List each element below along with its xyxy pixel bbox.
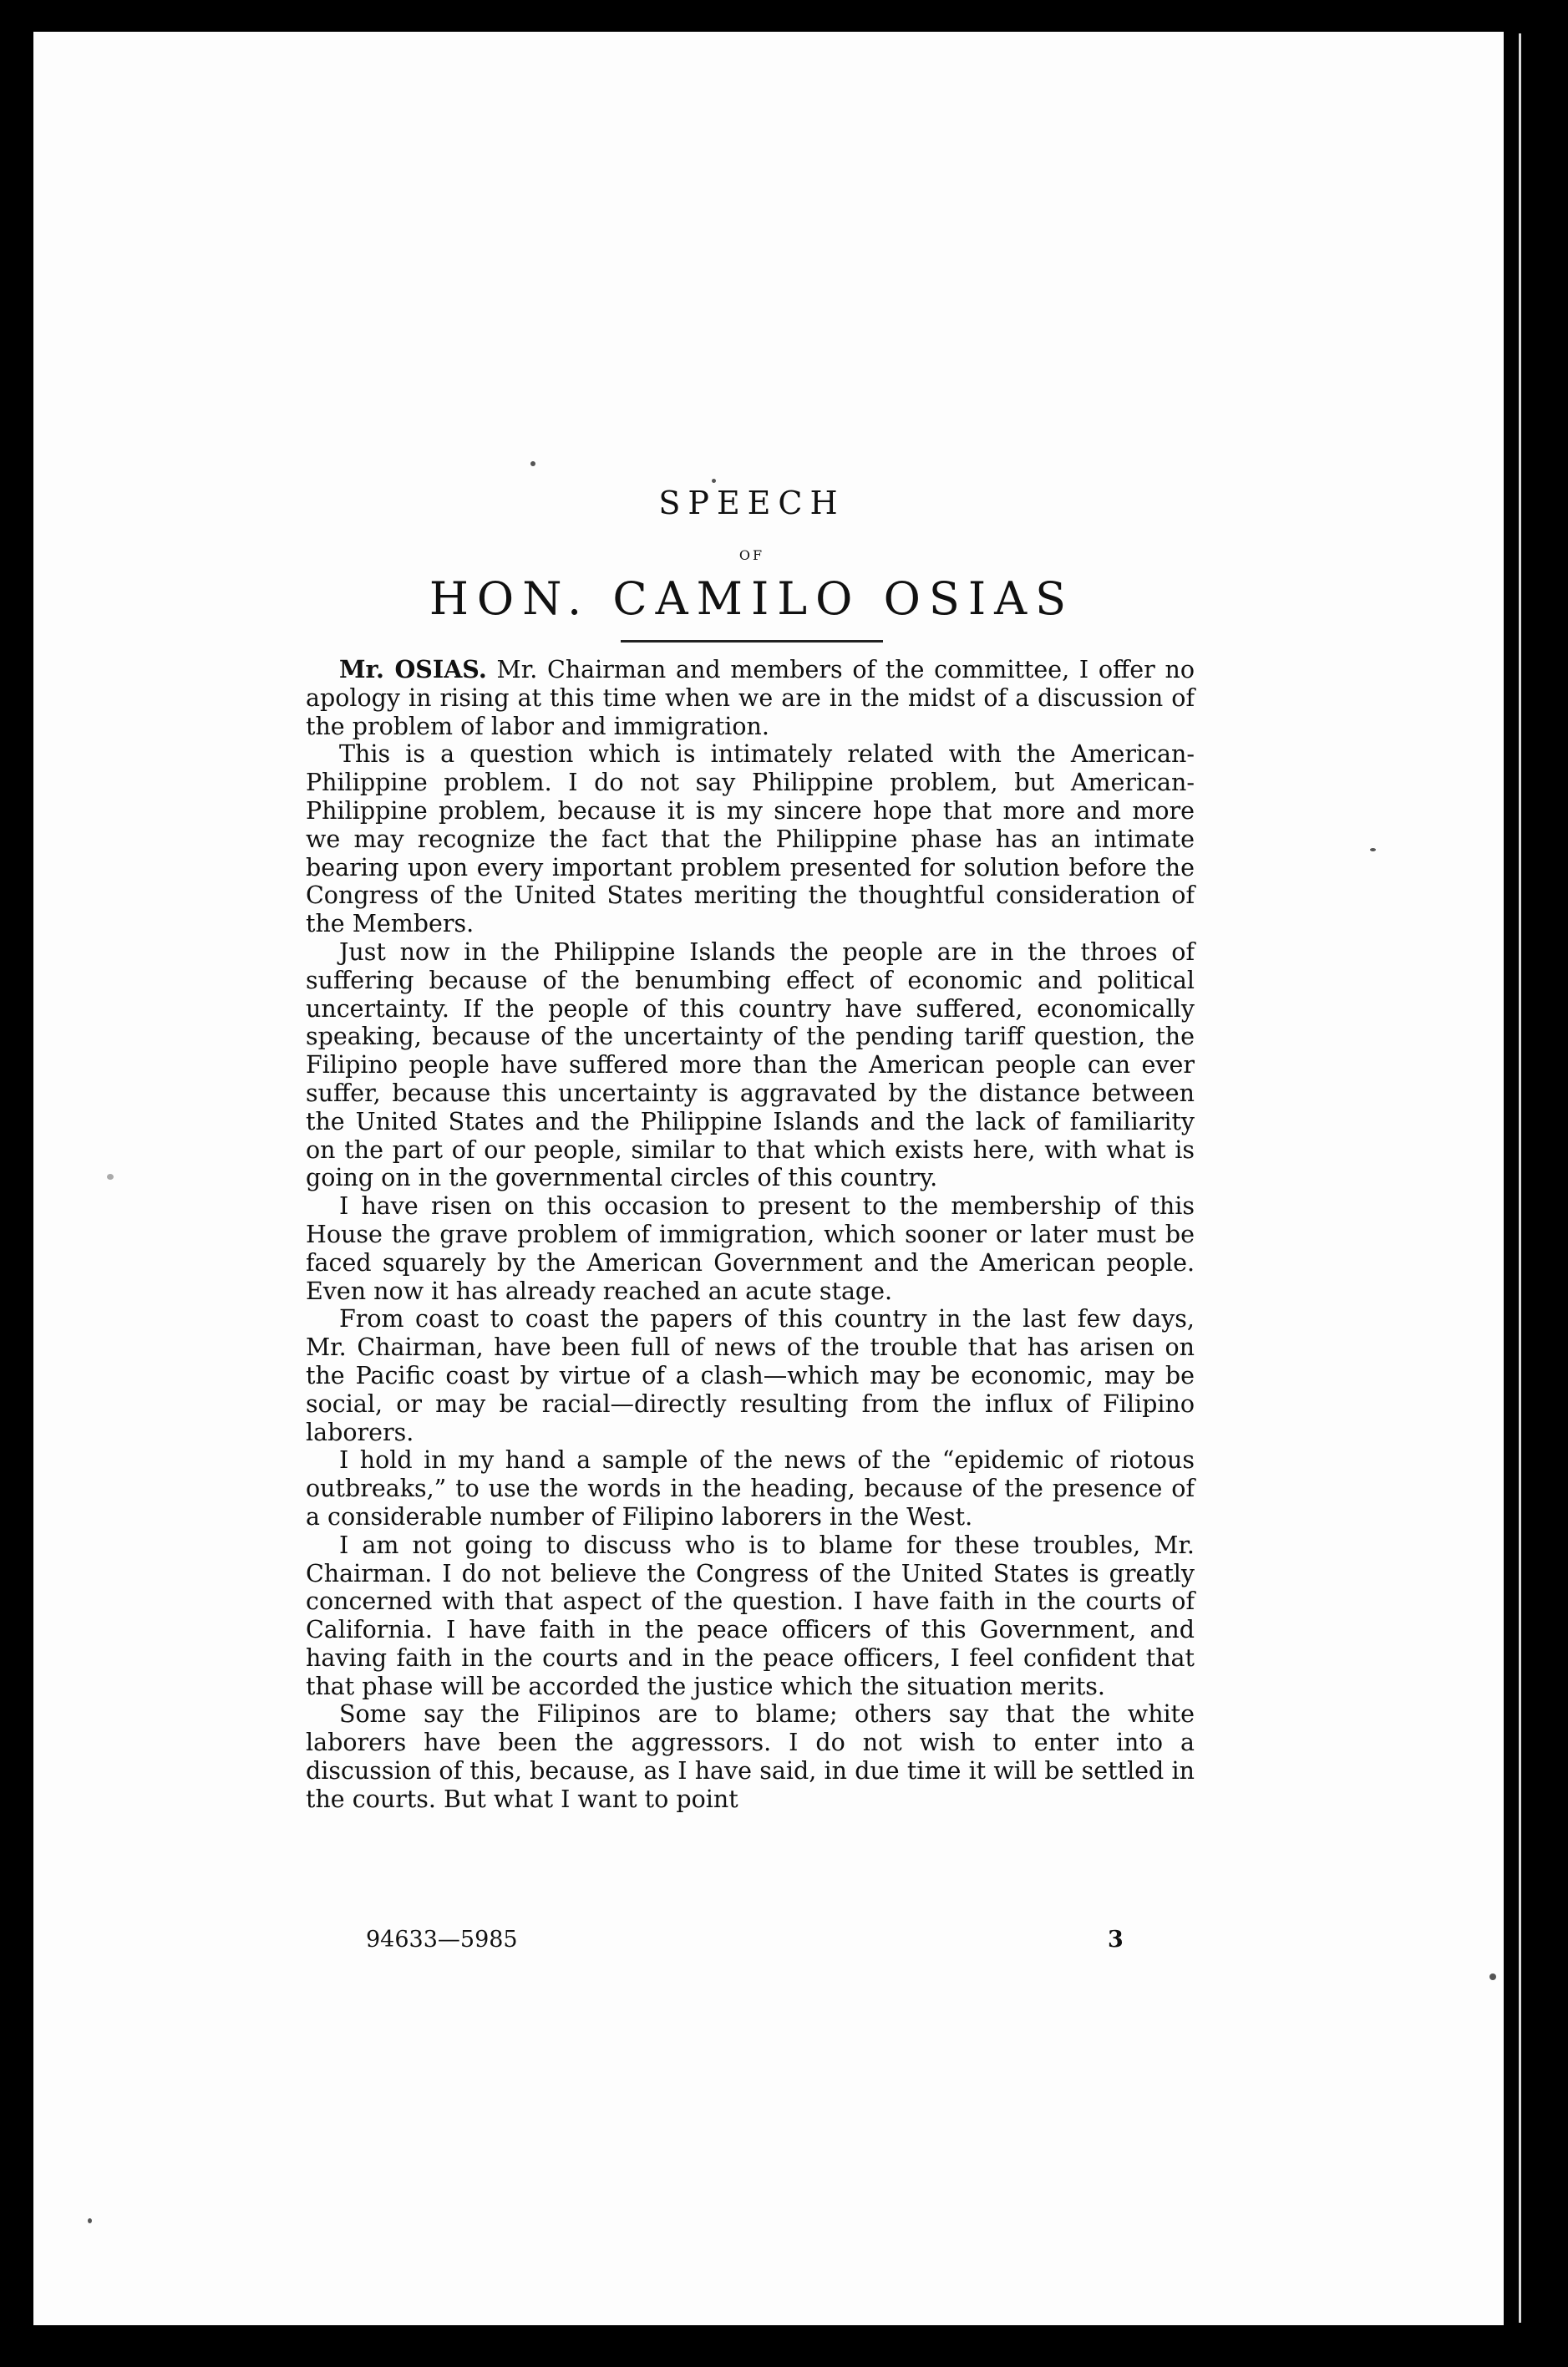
paragraph: I am not going to discuss who is to blame for these troubles, Mr. Chairman. I do not believe the Congress of the United States is greatly concerned with that aspect of the question. I have faith in the courts of California. I have faith in the peace officers of this Government, and having faith in the courts and in the peace officers, I feel confident that that phase will be accorded the justice which the situation merits. xyxy=(306,1531,1195,1700)
title-underline xyxy=(621,640,883,643)
speaker-label: Mr. OSIAS. xyxy=(339,655,487,683)
ink-speck xyxy=(107,1174,114,1180)
ink-speck xyxy=(1370,848,1376,851)
speech-title-of: OF xyxy=(738,547,765,563)
speech-body xyxy=(306,656,1195,1814)
speaker-name-title: HON. CAMILO OSIAS xyxy=(429,572,1075,625)
page-number: 3 xyxy=(1108,1927,1124,1953)
paragraph-text: Mr. Chairman and members of the committee, I offer no apology in rising at this time when we are in the midst of a discussion of the problem of labor and immigration. xyxy=(306,656,1195,740)
paragraph: Just now in the Philippine Islands the people are in the throes of suffering because of the benumbing effect of economic and political uncertainty. If the people of this country have suffered, economically speaking, because of the uncertainty of the pending tariff question, the Filipino people have suffered more than the American people can ever suffer, because this uncertainty is aggravated by the distance between the United States and the Philippine Islands and the lack of familiarity on the part of our people, similar to that which exists here, with what is going on in the governmental circles of this country. xyxy=(306,937,1195,1192)
page-edge-line xyxy=(1519,33,1521,2323)
paragraph xyxy=(306,656,1195,740)
ink-speck xyxy=(712,479,716,483)
ink-speck xyxy=(1489,1973,1496,1980)
paragraph: From coast to coast the papers of this country in the last few days, Mr. Chairman, have been full of news of the trouble that has arisen on the Pacific coast by virtue of a clash—which may be economic, may be social, or may be racial—directly resulting from the influx of Filipino laborers. xyxy=(306,1305,1195,1446)
footer-code: 94633—5985 xyxy=(366,1927,518,1953)
paragraph: This is a question which is intimately related with the American-Philippine problem. I do not say Philippine problem, but American-Philippine problem, because it is my sincere hope that more and more we may recognize the fact that the Philippine phase has an intimate bearing upon every important problem presented for solution before the Congress of the United States meriting the thoughtful consideration of the Members. xyxy=(306,740,1195,938)
speech-title: SPEECH xyxy=(658,485,845,521)
ink-speck xyxy=(530,461,535,466)
paragraph: I hold in my hand a sample of the news of the “epidemic of riotous outbreaks,” to use the words in the heading, because of the presence of a considerable number of Filipino laborers in the West. xyxy=(306,1446,1195,1531)
paragraph: Some say the Filipinos are to blame; others say that the white laborers have been the aggressors. I do not wish to enter into a discussion of this, because, as I have said, in due time it will be settled in the courts. But what I want to point xyxy=(306,1700,1195,1813)
paragraph: I have risen on this occasion to present to the membership of this House the grave problem of immigration, which sooner or later must be faced squarely by the American Government and the American people. Even now it has already reached an acute stage. xyxy=(306,1192,1195,1305)
ink-speck xyxy=(88,2218,92,2223)
